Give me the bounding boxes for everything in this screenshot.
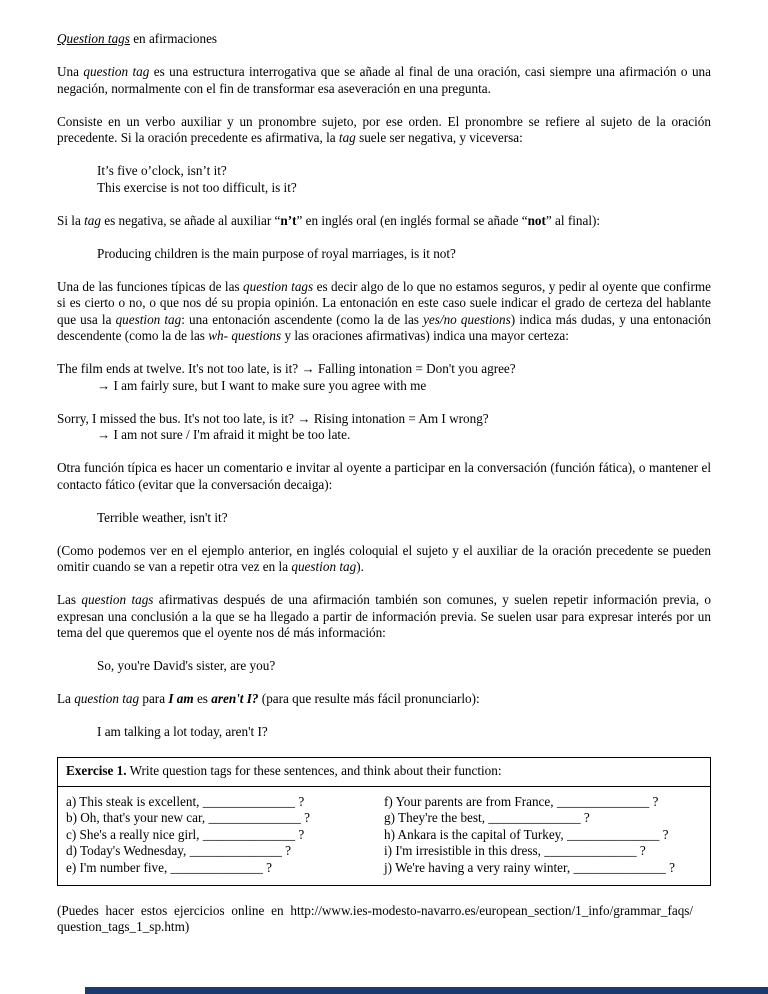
para-affirmative: Las question tags afirmativas después de una afirmación también son comunes, y suelen repetir información previa, o expresan una conclusión a la que se ha llegado a partir de información previa. Se suelen usar para expresar interés por un tema del que queremos que el oyente nos dé más información: <box>57 592 712 640</box>
example-bus-line1: Sorry, I missed the bus. It's not too late, is it? → Rising intonation = Am I wrong? <box>57 410 489 426</box>
exercise-heading: Exercise 1. Write question tags for these sentences, and think about their function: <box>58 758 710 787</box>
exercise-item-j: j) We're having a very rainy winter, ______________ ? <box>384 859 675 875</box>
para-arent-i: La question tag para I am es aren't I? (para que resulte más fácil pronunciarlo): <box>57 691 480 706</box>
example-talking: I am talking a lot today, aren't I? <box>97 724 268 739</box>
footer-url-line2: question_tags_1_sp.htm) <box>57 919 190 934</box>
exercise-columns <box>58 787 710 886</box>
example-film-line1: The film ends at twelve. It's not too late, is it? → Falling intonation = Don't you agree? <box>57 361 516 376</box>
document-title: Question tags en afirmaciones <box>57 31 218 46</box>
para-omit: (Como podemos ver en el ejemplo anterior, en inglés coloquial el sujeto y el auxiliar de la oración precedente se pueden omitir cuando se van a repetir otra vez en la question tag). <box>57 542 711 574</box>
para-functions: Una de las funciones típicas de las question tags es decir algo de lo que no estamos seguros, y pedir al oyente que confirme si es cierto o no, o que nos dé su propia opinión. La entonación en este caso suele indicar el grado de certeza del hablante que usa la question tag: una entonación ascendente (como la de las yes/no questions) indica más dudas, y una entonación descendente (como la de las wh- questions y las oraciones afirmativas) indica una mayor certeza: <box>57 278 711 343</box>
exercise-item-a: a) This steak is excellent, ______________ ? <box>66 793 305 809</box>
example-exercise: This exercise is not too difficult, is it? <box>97 179 297 195</box>
example-weather: Terrible weather, isn't it? <box>97 509 228 525</box>
example-formal: Producing children is the main purpose of royal marriages, is it not? <box>97 245 456 261</box>
exercise-item-h: h) Ankara is the capital of Turkey, ______________ ? <box>384 826 669 842</box>
example-sister: So, you're David's sister, are you? <box>97 658 276 673</box>
para-phatic: Otra función típica es hacer un comentario e invitar al oyente a participar en la conversación (función fática), o mantener el contacto fático (evitar que la conversación decaiga): <box>57 460 711 492</box>
exercise-item-f: f) Your parents are from France, ______________ ? <box>384 793 659 809</box>
exercise-item-d: d) Today's Wednesday, ______________ ? <box>66 843 292 858</box>
example-bus-line2: → I am not sure / I'm afraid it might be too late. <box>97 427 351 442</box>
example-clock: It’s five o’clock, isn’t it? <box>97 163 227 178</box>
exercise-item-b: b) Oh, that's your new car, ______________ ? <box>66 810 310 825</box>
para-structure: Consiste en un verbo auxiliar y un pronombre sujeto, por ese orden. El pronombre se refiere al sujeto de la oración precedente. Si la oración precedente es afirmativa, la tag suele ser negativa, y viceversa: <box>57 113 711 145</box>
exercise-item-c: c) She's a really nice girl, ______________ ? <box>66 826 305 842</box>
exercise-item-g: g) They're the best, ______________ ? <box>384 810 590 825</box>
para-definition: Una question tag es una estructura interrogativa que se añade al final de una oración, casi siempre una afirmación o una negación, normalmente con el fin de transformar esa aseveración en una pregunta. <box>57 64 711 96</box>
footer-url-line1: (Puedes hacer estos ejercicios online en http://www.ies-modesto-navarro.es/european_section/1_info/grammar_faqs/ <box>57 902 694 918</box>
bottom-bar <box>85 987 768 994</box>
exercise-item-e: e) I'm number five, ______________ ? <box>66 859 273 875</box>
exercise-item-i: i) I'm irresistible in this dress, ______________ ? <box>384 843 646 858</box>
exercise-left-column <box>66 794 384 877</box>
example-film-line2: → I am fairly sure, but I want to make sure you agree with me <box>97 377 427 393</box>
para-negative-tag: Si la tag es negativa, se añade al auxiliar “n’t” en inglés oral (en inglés formal se añade “not” al final): <box>57 212 601 228</box>
exercise-box <box>57 757 711 886</box>
exercise-right-column <box>384 794 702 877</box>
